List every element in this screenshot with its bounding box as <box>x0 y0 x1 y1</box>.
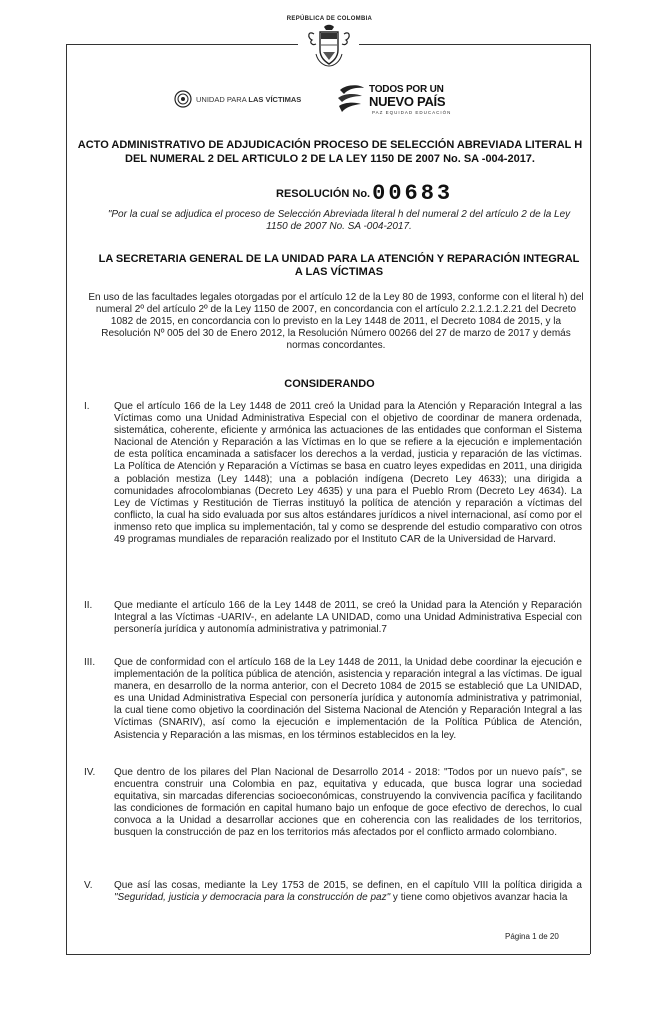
page-number: Página 1 de 20 <box>505 932 559 941</box>
secretaria-heading: LA SECRETARIA GENERAL DE LA UNIDAD PARA LA ATENCIÓN Y REPARACIÓN INTEGRAL A LAS VÍCTIMAS <box>98 253 580 278</box>
item-number: I. <box>84 401 90 412</box>
item-text: Que el artículo 166 de la Ley 1448 de 2011 creó la Unidad para la Atención y Reparación Integral a las Víctimas como una Unidad Administrativa Especial con el objetivo de coordinar de manera ordenada, sistemática, coherente, eficiente y armónica las actuaciones de las entidades que conforman el Sistema Nacional de Atención y Reparación a las Víctimas en lo que se refiere a la ejecución e implementación de esta política encaminada a satisfacer los derechos a la verdad, justicia y reparación de las víctimas. La Política de Atención y Reparación a Víctimas se basa en cuatro leyes expedidas en 2011, una dirigida a población mestiza (Ley 1448); una a población indígena (Decreto Ley 4633); una dirigida a comunidades afrocolombianas (Decreto Ley 4635) y una para el Pueblo Rrom (Decreto Ley 4634). La Ley de Víctimas y Restitución de Tierras instituyó la política de atención y reparación a víctimas del conflicto, la cual ha sido evaluada por sus altos estándares jurídicos a nivel internacional, así como por el inmenso reto que implica su implementación, tal y como se desprende del estudio comparativo con otros 49 programas mundiales de reparación realizado por el Instituto CAR de la Universidad de Harvard. <box>114 401 582 546</box>
item-text: Que dentro de los pilares del Plan Nacional de Desarrollo 2014 - 2018: "Todos por un nuevo país", se encuentra construir una Colombia en paz, equitativa y educada, que busca lograr una sociedad equitativa, sin marcadas diferencias socioeconómicas, construyendo la convivencia pacífica y facilitando las condiciones de formación en capital humano bajo un enfoque de goce efectivo de derechos, lo cual convoca a la Unidad a desarrollar acciones que en coherencia con las realidades de los territorios, busquen la construcción de paz en los territorios más afectados por el conflicto armado colombiano. <box>114 767 582 839</box>
tpun-line1: TODOS POR UN <box>369 84 444 95</box>
todos-por-un-nuevo-pais-logo <box>336 80 476 120</box>
republica-header: REPÚBLICA DE COLOMBIA <box>286 16 373 22</box>
considerando-heading: CONSIDERANDO <box>284 378 375 390</box>
tpun-swoosh-icon <box>336 84 366 116</box>
resolucion-heading <box>276 181 453 206</box>
resolucion-label: RESOLUCIÓN No. <box>276 188 371 200</box>
frame-left-line <box>66 44 67 954</box>
item-text: Que así las cosas, mediante la Ley 1753 de 2015, se definen, en el capítulo VIII la política dirigida a "Seguridad, justicia y democracia para la construcción de paz" y tiene como objetivos avanzar hacia la <box>114 880 582 904</box>
frame-bottom-line <box>66 954 590 955</box>
uso-facultades-paragraph: En uso de las facultades legales otorgadas por el artículo 12 de la Ley 80 de 1993, conforme con el literal h) del numeral 2º del artículo 2º de la Ley 1150 de 2007, en concordancia con el artículo 2.2.1.2.1.2.21 del Decreto 1082 de 2015, en concordancia con lo previsto en la Ley 1448 de 2011, el Decreto 1084 de 2015, y la Resolución Nº 005 del 30 de Enero 2012, la Resolución Número 00266 del 27 de marzo de 2017 y demás normas concordantes. <box>88 292 584 351</box>
frame-top-right-line <box>359 44 590 45</box>
unidad-victimas-emblem-icon <box>174 90 192 108</box>
item-number: III. <box>84 657 96 668</box>
item-text: Que mediante el artículo 166 de la Ley 1448 de 2011, se creó la Unidad para la Atención y Reparación Integral a las Víctimas -UARIV-, en adelante LA UNIDAD, como una Unidad Administrativa Especial con personería jurídica y autonomía administrativa y patrimonial.7 <box>114 600 582 636</box>
unidad-victimas-logo <box>174 89 324 109</box>
frame-top-left-line <box>66 44 298 45</box>
item-number: II. <box>84 600 93 611</box>
frame-right-line <box>590 44 591 954</box>
por-cual-subtitle: "Por la cual se adjudica el proceso de Selección Abreviada literal h del numeral 2 del artículo 2 de la Ley 1150 de 2007 No. SA -004-2017. <box>107 209 571 232</box>
unidad-victimas-text: UNIDAD PARA LAS VÍCTIMAS <box>196 94 302 104</box>
tpun-line2: NUEVO PAÍS <box>369 94 446 109</box>
item-number: V. <box>84 880 93 891</box>
item-text: Que de conformidad con el artículo 168 de la Ley 1448 de 2011, la Unidad debe coordinar la ejecución e implementación de la política pública de atención, asistencia y reparación integral a las víctimas. De igual manera, en desarrollo de la norma anterior, con el Decreto 1084 de 2015 se estableció que La UNIDAD, es una Unidad Administrativa Especial con personería jurídica y autonomía administrativa y patrimonial, la cual tiene como objetivo la coordinación del Sistema Nacional de Atención y Reparación Integral a las Víctimas (SNARIV), así como la ejecución e implementación de la Política Pública de Atención, Asistencia y Reparación a las mismas, en los términos establecidos en la ley. <box>114 657 582 741</box>
coat-of-arms-logo <box>306 24 352 70</box>
tpun-line3: PAZ EQUIDAD EDUCACIÓN <box>372 110 452 115</box>
acto-title: ACTO ADMINISTRATIVO DE ADJUDICACIÓN PROCESO DE SELECCIÓN ABREVIADA LITERAL H DEL NUMERAL 2 DEL ARTICULO 2 DE LA LEY 1150 DE 2007 No. SA -004-2017. <box>77 139 583 165</box>
item-number: IV. <box>84 767 96 778</box>
resolucion-number: 00683 <box>372 181 454 206</box>
